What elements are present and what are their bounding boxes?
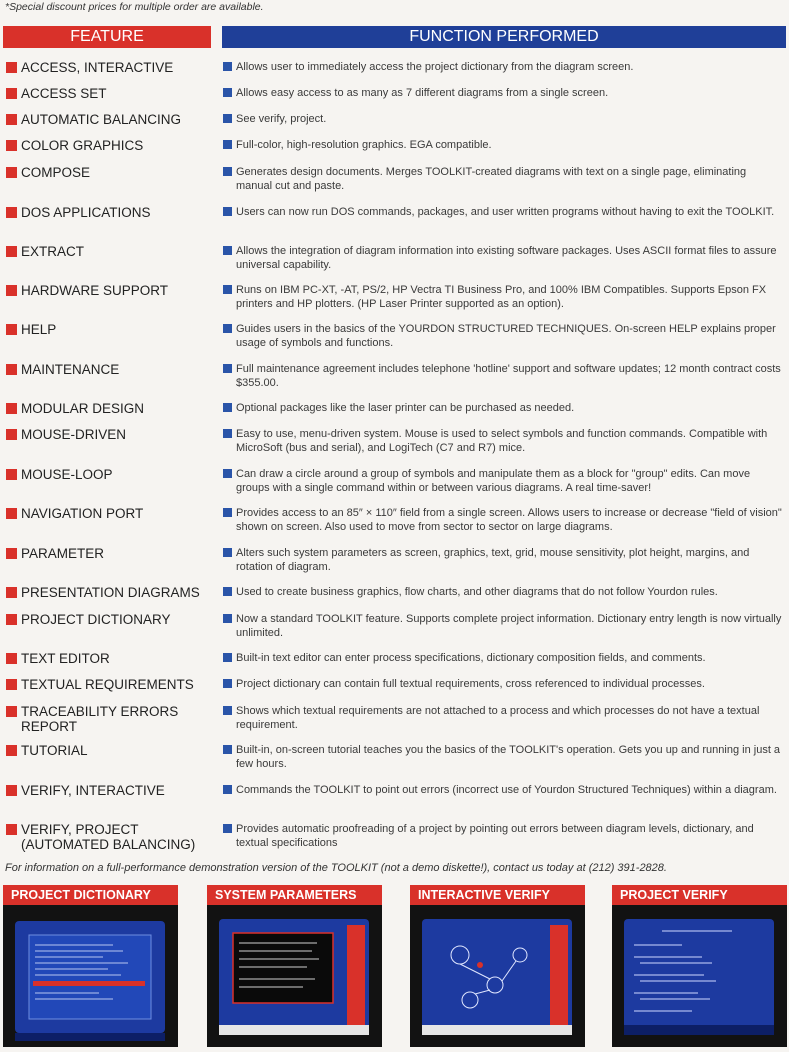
- bullet-square-icon: [223, 824, 232, 833]
- feature-label: COLOR GRAPHICS: [21, 138, 144, 153]
- monitor-screen-image: [3, 905, 178, 1047]
- feature-label: HELP: [21, 322, 57, 337]
- bullet-square-icon: [223, 653, 232, 662]
- panel-title: SYSTEM PARAMETERS: [207, 885, 382, 905]
- feature-label: AUTOMATIC BALANCING: [21, 112, 182, 127]
- feature-cell: [3, 362, 215, 377]
- bullet-square-icon: [223, 364, 232, 373]
- bullet-square-icon: [6, 364, 17, 375]
- function-text: Project dictionary can contain full textual requirements, cross referenced to individual processes.: [236, 678, 705, 690]
- bullet-square-icon: [223, 706, 232, 715]
- function-text: Full-color, high-resolution graphics. EGA compatible.: [236, 139, 492, 151]
- screenshot-image: [207, 905, 382, 1047]
- discount-note: *Special discount prices for multiple order are available.: [5, 1, 264, 13]
- panel-title: PROJECT VERIFY: [612, 885, 787, 905]
- bullet-square-icon: [223, 429, 232, 438]
- feature-cell: [3, 822, 198, 852]
- function-cell: [222, 467, 784, 495]
- bullet-square-icon: [6, 508, 17, 519]
- panel-interactive-verify: [410, 885, 585, 1047]
- bullet-square-icon: [6, 548, 17, 559]
- bullet-square-icon: [223, 469, 232, 478]
- panel-title: PROJECT DICTIONARY: [3, 885, 178, 905]
- feature-cell: [3, 205, 215, 220]
- function-text: Full maintenance agreement includes telephone 'hotline' support and software updates; 12 month contract costs $355.00.: [236, 363, 781, 389]
- function-text: Shows which textual requirements are not attached to a process and which processes do not have a textual requirement.: [236, 705, 760, 731]
- function-cell: [222, 677, 784, 691]
- function-cell: [222, 506, 784, 534]
- feature-label: VERIFY, INTERACTIVE: [21, 783, 165, 798]
- bullet-square-icon: [223, 403, 232, 412]
- bullet-square-icon: [6, 824, 17, 835]
- bullet-square-icon: [6, 429, 17, 440]
- function-text: Guides users in the basics of the YOURDON STRUCTURED TECHNIQUES. On-screen HELP explains proper usage of symbols and functions.: [236, 323, 776, 349]
- feature-label: TEXTUAL REQUIREMENTS: [21, 677, 194, 692]
- function-text: Runs on IBM PC-XT, -AT, PS/2, HP Vectra TI Business Pro, and 100% IBM Compatibles. Supports Epson FX printers and HP plotters. (HP Laser Printer supported as an option).: [236, 284, 767, 310]
- feature-label: TUTORIAL: [21, 743, 88, 758]
- bullet-square-icon: [6, 167, 17, 178]
- function-text: Now a standard TOOLKIT feature. Supports complete project information. Dictionary entry length is now virtually unlimited.: [236, 613, 782, 639]
- bullet-square-icon: [223, 207, 232, 216]
- bullet-square-icon: [223, 324, 232, 333]
- function-cell: [222, 138, 784, 152]
- feature-cell: [3, 322, 215, 337]
- function-cell: [222, 244, 784, 272]
- function-text: Used to create business graphics, flow charts, and other diagrams that do not follow Yourdon rules.: [236, 586, 718, 598]
- function-cell: [222, 612, 784, 640]
- function-cell: [222, 743, 784, 771]
- function-cell: [222, 822, 784, 850]
- bullet-square-icon: [223, 614, 232, 623]
- function-text: Allows the integration of diagram information into existing software packages. Uses ASCII format files to assure universal capability.: [236, 245, 777, 271]
- feature-cell: [3, 651, 215, 666]
- bullet-square-icon: [6, 653, 17, 664]
- feature-cell: [3, 467, 215, 482]
- bullet-square-icon: [6, 62, 17, 73]
- bullet-square-icon: [223, 587, 232, 596]
- feature-label: PROJECT DICTIONARY: [21, 612, 171, 627]
- bullet-square-icon: [223, 745, 232, 754]
- function-header: FUNCTION PERFORMED: [222, 26, 786, 48]
- function-cell: [222, 651, 784, 665]
- bullet-square-icon: [6, 114, 17, 125]
- feature-label: MOUSE-LOOP: [21, 467, 113, 482]
- feature-cell: [3, 506, 215, 521]
- bullet-square-icon: [6, 706, 17, 717]
- bullet-square-icon: [6, 403, 17, 414]
- bullet-square-icon: [6, 469, 17, 480]
- bullet-square-icon: [223, 285, 232, 294]
- function-text: Built-in, on-screen tutorial teaches you the basics of the TOOLKIT's operation. Gets you up and running in just a few hours.: [236, 744, 781, 770]
- bullet-square-icon: [223, 62, 232, 71]
- feature-label: PRESENTATION DIAGRAMS: [21, 585, 200, 600]
- bullet-square-icon: [6, 324, 17, 335]
- feature-label: MAINTENANCE: [21, 362, 120, 377]
- screenshot-image: [3, 905, 178, 1047]
- feature-cell: [3, 401, 215, 416]
- feature-cell: [3, 546, 215, 561]
- monitor-screen-image: [612, 905, 787, 1047]
- feature-cell: [3, 585, 215, 600]
- function-cell: [222, 165, 784, 193]
- bullet-square-icon: [223, 508, 232, 517]
- function-text: Alters such system parameters as screen, graphics, text, grid, mouse sensitivity, plot height, margins, and rotation of diagram.: [236, 547, 750, 573]
- function-text: Provides automatic proofreading of a project by pointing out errors between diagram levels, dictionary, and textual specifications: [236, 823, 754, 849]
- function-cell: [222, 427, 784, 455]
- function-cell: [222, 283, 784, 311]
- feature-cell: [3, 112, 215, 127]
- bullet-square-icon: [6, 745, 17, 756]
- panel-system-parameters: [207, 885, 382, 1047]
- function-text: Optional packages like the laser printer can be purchased as needed.: [236, 402, 575, 414]
- panel-project-dictionary: [3, 885, 178, 1047]
- feature-label: ACCESS SET: [21, 86, 107, 101]
- feature-label: NAVIGATION PORT: [21, 506, 144, 521]
- bullet-square-icon: [223, 679, 232, 688]
- function-cell: [222, 585, 784, 599]
- function-cell: [222, 362, 784, 390]
- function-cell: [222, 783, 784, 797]
- bullet-square-icon: [223, 548, 232, 557]
- feature-cell: [3, 427, 215, 442]
- function-text: Can draw a circle around a group of symbols and manipulate them as a block for "group" edits. Can move groups with a single command within or between various diagrams. A real time-saver!: [236, 468, 751, 494]
- bullet-square-icon: [6, 285, 17, 296]
- function-cell: [222, 205, 784, 219]
- function-cell: [222, 86, 784, 100]
- function-cell: [222, 704, 784, 732]
- panel-project-verify: [612, 885, 787, 1047]
- function-cell: [222, 322, 784, 350]
- function-cell: [222, 401, 784, 415]
- feature-cell: [3, 283, 215, 298]
- feature-cell: [3, 704, 203, 734]
- feature-cell: [3, 244, 215, 259]
- feature-cell: [3, 138, 215, 153]
- function-text: Built-in text editor can enter process specifications, dictionary composition fields, and comments.: [236, 652, 706, 664]
- feature-cell: [3, 677, 215, 692]
- feature-label: MODULAR DESIGN: [21, 401, 145, 416]
- feature-label: COMPOSE: [21, 165, 91, 180]
- bullet-square-icon: [223, 246, 232, 255]
- feature-cell: [3, 783, 215, 798]
- function-text: Allows user to immediately access the project dictionary from the diagram screen.: [236, 61, 634, 73]
- bullet-square-icon: [6, 587, 17, 598]
- feature-cell: [3, 165, 215, 180]
- bullet-square-icon: [223, 140, 232, 149]
- bullet-square-icon: [6, 246, 17, 257]
- feature-cell: [3, 612, 215, 627]
- function-text: Allows easy access to as many as 7 different diagrams from a single screen.: [236, 87, 609, 99]
- feature-label: VERIFY, PROJECT (AUTOMATED BALANCING): [21, 822, 196, 852]
- function-text: Generates design documents. Merges TOOLKIT-created diagrams with text on a single page, eliminating manual cut and paste.: [236, 166, 747, 192]
- feature-cell: [3, 86, 215, 101]
- screenshot-image: [410, 905, 585, 1047]
- feature-label: ACCESS, INTERACTIVE: [21, 60, 174, 75]
- feature-label: HARDWARE SUPPORT: [21, 283, 169, 298]
- bullet-square-icon: [6, 679, 17, 690]
- bullet-square-icon: [6, 785, 17, 796]
- bullet-square-icon: [223, 88, 232, 97]
- feature-header: FEATURE: [3, 26, 211, 48]
- bullet-square-icon: [6, 207, 17, 218]
- feature-label: DOS APPLICATIONS: [21, 205, 151, 220]
- feature-label: TRACEABILITY ERRORS REPORT: [21, 704, 179, 734]
- monitor-screen-image: [207, 905, 382, 1047]
- function-text: Easy to use, menu-driven system. Mouse is used to select symbols and function commands. Compatible with MicroSoft (bus and serial), and LogiTech (C7 and R7) mice.: [236, 428, 768, 454]
- feature-cell: [3, 743, 215, 758]
- function-text: See verify, project.: [236, 113, 327, 125]
- demo-contact-note: For information on a full-performance demonstration version of the TOOLKIT (not a demo diskette!), contact us today at (212) 391-2828.: [5, 862, 667, 874]
- function-text: Users can now run DOS commands, packages, and user written programs without having to exit the TOOLKIT.: [236, 206, 775, 218]
- function-text: Commands the TOOLKIT to point out errors (incorrect use of Yourdon Structured Techniques) within a diagram.: [236, 784, 777, 796]
- bullet-square-icon: [6, 614, 17, 625]
- panel-title: INTERACTIVE VERIFY: [410, 885, 585, 905]
- monitor-screen-image: [410, 905, 585, 1047]
- function-text: Provides access to an 85″ × 110″ field from a single screen. Allows users to increase or decrease "field of vision" shown on screen. Also used to move from sector to sector on large diagrams.: [236, 507, 782, 533]
- bullet-square-icon: [223, 167, 232, 176]
- function-cell: [222, 546, 784, 574]
- bullet-square-icon: [223, 114, 232, 123]
- feature-label: TEXT EDITOR: [21, 651, 110, 666]
- function-cell: [222, 60, 784, 74]
- feature-cell: [3, 60, 215, 75]
- function-cell: [222, 112, 784, 126]
- feature-label: MOUSE-DRIVEN: [21, 427, 127, 442]
- bullet-square-icon: [223, 785, 232, 794]
- screenshot-image: [612, 905, 787, 1047]
- feature-label: PARAMETER: [21, 546, 105, 561]
- bullet-square-icon: [6, 140, 17, 151]
- feature-label: EXTRACT: [21, 244, 85, 259]
- bullet-square-icon: [6, 88, 17, 99]
